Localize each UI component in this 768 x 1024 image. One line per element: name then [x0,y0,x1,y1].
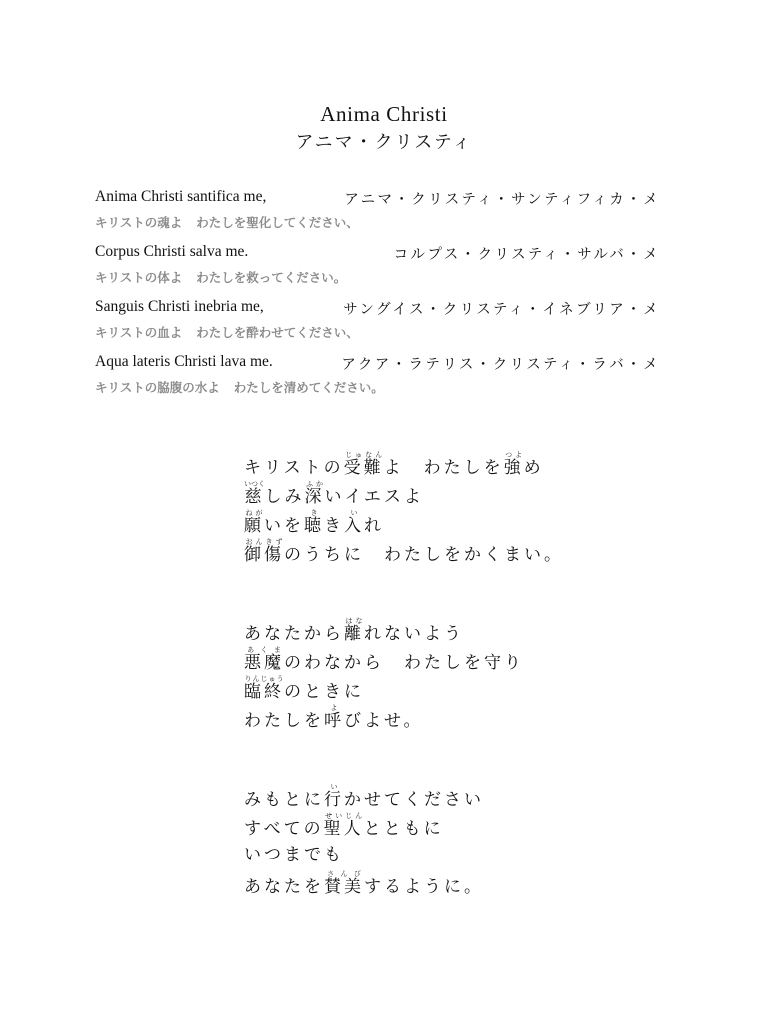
line-text: するように。 [364,877,484,897]
japanese-translation [95,379,660,406]
line-text: すべての [244,819,324,839]
line-text: とともに [363,819,444,839]
poem-line [244,480,564,509]
latin-line-row [95,186,660,214]
latin-line-row [95,296,660,324]
kana-reading: アニマ・クリスティ・サンティフィカ・メ [344,192,660,208]
furigana-word: 受難じゅなん [343,451,384,478]
furigana-word: 臨終りんじゅう [244,675,284,702]
line-text: め [523,458,544,478]
translation-petition: わたしを清めてください。 [233,380,384,395]
translation-address: キリストの魂よ [95,215,183,230]
latin-line-row [95,241,660,269]
line-text: のときに [284,682,364,702]
furigana-word: 賛美さんび [324,870,364,897]
poem-line [244,538,564,567]
line-text: あなたを [244,877,324,897]
translation-petition: わたしを聖化してください、 [196,215,359,230]
kana-reading: コルプス・クリスティ・サルバ・メ [393,247,660,263]
translation-petition: わたしを救ってください。 [196,270,347,285]
latin-line: Aqua lateris Christi lava me. [95,353,273,370]
japanese-translation [95,214,660,241]
poem-line [244,783,484,812]
line-text: のうちに わたしをかくまい。 [284,545,564,565]
prayer-verse [95,351,660,406]
poem-stanza [244,451,564,567]
line-text: れ [364,516,384,536]
line-text: みもとに [244,790,324,810]
line-text: のわなから わたしを守り [284,653,524,673]
line-text: びよせ。 [344,711,424,731]
line-text: いを [264,516,304,536]
latin-line-row [95,351,660,379]
poem-line [244,509,564,538]
kana-reading: サングイス・クリスティ・イネブリア・メ [343,302,660,318]
line-text: しみ [264,487,305,507]
poem-line [244,841,484,870]
poem-line [244,870,484,899]
furigana-word: 強つよ [503,451,524,478]
page-title: Anima Christi [320,102,448,126]
japanese-translation [95,269,660,296]
translation-address: キリストの体よ [95,270,183,285]
latin-line: Corpus Christi salva me. [95,243,249,260]
furigana-word: 離はな [344,617,364,644]
poem-stanza [244,617,524,733]
furigana-word: 聖人せいじん [323,812,364,839]
furigana-word: 願ねが [244,509,264,536]
prayer-verse [95,241,660,296]
furigana-word: 御傷おんきず [244,538,284,565]
poem-line [244,451,564,480]
page-subtitle-kana: アニマ・クリスティ [295,132,473,153]
furigana-word: 慈いつく [244,480,265,507]
furigana-word: 悪魔あくま [244,646,284,673]
poem-line [244,704,524,733]
translation-petition: わたしを酔わせてください、 [196,325,359,340]
latin-line: Sanguis Christi inebria me, [95,298,264,315]
japanese-translation [95,324,660,351]
furigana-word: 行い [324,783,344,810]
poem-line [244,675,524,704]
furigana-word: 呼よ [324,704,344,731]
line-text: あなたから [244,624,344,644]
poem-line [244,617,524,646]
poem-line [244,646,524,675]
kana-reading: アクア・ラテリス・クリスティ・ラバ・メ [341,357,660,373]
line-text: き [324,516,344,536]
line-text: かせてください [344,790,484,810]
poem-stanza [244,783,484,899]
line-text: よ わたしを [383,458,504,478]
latin-line: Anima Christi santifica me, [95,188,267,205]
line-text: いイエスよ [324,487,424,507]
furigana-word: 入い [344,509,364,536]
furigana-word: 聴き [304,509,324,536]
prayer-text [95,186,660,406]
translation-address: キリストの脇腹の水よ [95,380,220,395]
line-text: いつまでも [244,845,344,865]
poem-line [244,812,484,841]
prayer-verse [95,296,660,351]
prayer-verse [95,186,660,241]
furigana-word: 深ふか [304,480,325,507]
line-text: キリストの [244,458,344,478]
line-text: わたしを [244,711,324,731]
translation-address: キリストの血よ [95,325,183,340]
line-text: れないよう [364,624,464,644]
